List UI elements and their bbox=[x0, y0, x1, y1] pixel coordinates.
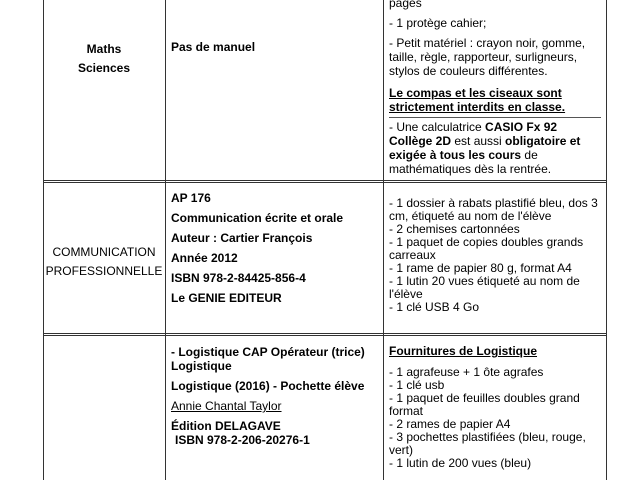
manual-line: ISBN 978-2-84425-856-4 bbox=[171, 271, 306, 285]
calculator-note bbox=[389, 120, 601, 176]
column-divider-2 bbox=[383, 0, 384, 480]
manual-book: Logistique (2016) - Pochette élève bbox=[171, 379, 365, 393]
supply-item: - 2 chemises cartonnées bbox=[389, 222, 520, 236]
calculator-model: CASIO Fx 92 Collège 2D bbox=[389, 120, 558, 148]
manual-communication bbox=[171, 190, 379, 306]
supply-item: pages bbox=[389, 0, 422, 10]
calculator-post: de mathématiques dès la rentrée. bbox=[389, 148, 552, 176]
supplies-communication bbox=[389, 197, 601, 314]
supply-item: - 2 rames de papier A4 bbox=[389, 417, 511, 431]
manual-line: Le GENIE EDITEUR bbox=[171, 291, 282, 305]
manual-title: - Logistique CAP Opérateur (trice) Logistique bbox=[171, 345, 365, 373]
supply-item: - 1 protège cahier; bbox=[389, 16, 487, 30]
column-divider-1 bbox=[165, 0, 166, 480]
supply-item: - 3 pochettes plastifiées (bleu, rouge, vert) bbox=[389, 430, 586, 457]
supplies-table bbox=[43, 0, 607, 480]
calculator-required: obligatoire et exigée à tous les cours bbox=[389, 134, 581, 162]
calculator-pre: - Une calculatrice bbox=[389, 120, 486, 134]
supply-item: - 1 agrafeuse + 1 ôte agrafes bbox=[389, 365, 544, 379]
supplies-maths bbox=[389, 0, 601, 176]
supply-item: - 1 paquet de feuilles doubles grand format bbox=[389, 391, 580, 418]
warning-note: Le compas et les ciseaux sont strictement interdits en classe. bbox=[389, 86, 566, 114]
manual-line: Auteur : Cartier François bbox=[171, 231, 313, 245]
subject-communication: COMMUNICATION PROFESSIONNELLE bbox=[45, 245, 163, 278]
supplies-heading: Fournitures de Logistique bbox=[389, 344, 538, 358]
supply-item: - 1 clé USB 4 Go bbox=[389, 300, 480, 314]
table-border-left bbox=[43, 0, 44, 480]
manual-line: Communication écrite et orale bbox=[171, 211, 344, 225]
manual-maths: Pas de manuel bbox=[171, 40, 256, 54]
manual-line: Année 2012 bbox=[171, 251, 238, 265]
supply-item: - 1 rame de papier 80 g, format A4 bbox=[389, 261, 572, 275]
supply-item: - 1 lutin de 200 vues (bleu) bbox=[389, 456, 532, 470]
manual-publisher: Édition DELAGAVE bbox=[171, 419, 281, 433]
supply-item: - 1 dossier à rabats plastifié bleu, dos 3 cm, étiqueté au nom de l'élève bbox=[389, 196, 598, 223]
row-divider-2 bbox=[43, 333, 607, 336]
supply-item: - 1 lutin 20 vues étiqueté au nom de l'élève bbox=[389, 274, 580, 301]
supply-item: - Petit matériel : crayon noir, gomme, taille, règle, rapporteur, surligneurs, stylos de couleurs différentes. bbox=[389, 36, 586, 78]
supply-item: - 1 clé usb bbox=[389, 378, 445, 392]
table-border-right bbox=[606, 0, 607, 480]
manual-authors: Annie Chantal Taylor bbox=[171, 399, 282, 413]
inner-divider bbox=[389, 117, 601, 118]
row-divider-1 bbox=[43, 180, 607, 183]
manual-logistique bbox=[171, 345, 379, 447]
manual-isbn: ISBN 978-2-206-20276-1 bbox=[175, 433, 310, 447]
supply-item: - 1 paquet de copies doubles grands carreaux bbox=[389, 235, 584, 262]
calculator-mid: est aussi bbox=[451, 134, 506, 148]
subject-maths-sciences: Maths Sciences bbox=[77, 42, 131, 75]
supplies-logistique bbox=[389, 345, 601, 470]
manual-line: AP 176 bbox=[171, 191, 211, 205]
